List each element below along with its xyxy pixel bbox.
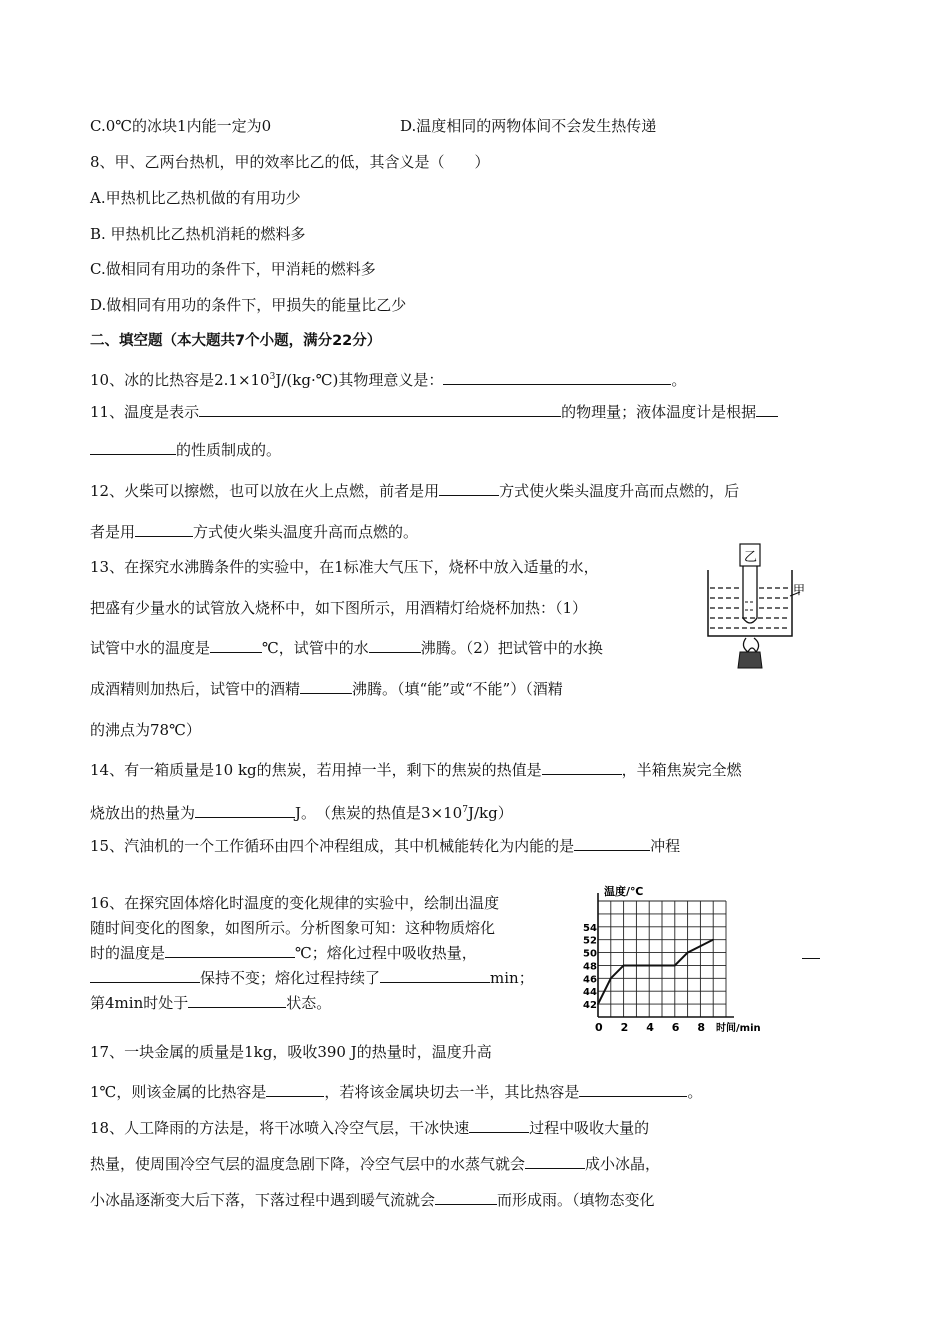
x-tick-label: 0 (595, 1021, 603, 1034)
q17-line2 (90, 1082, 702, 1102)
q12-text-b: 方式使火柴头温度升高而点燃的，后 (499, 482, 740, 500)
tube-water-lines (745, 602, 755, 610)
temperature-curve (598, 940, 713, 1004)
q16-text-f: 状态。 (286, 994, 332, 1012)
q18-text-a: 18、人工降雨的方法是，将干冰喷入冷空气层，干冰快速 (90, 1119, 470, 1137)
data-point (700, 945, 702, 947)
chart-series (597, 939, 714, 1005)
q12-blank-2[interactable] (135, 522, 193, 537)
x-tick-label: 8 (697, 1021, 706, 1034)
q17-text-a: 1℃，则该金属的比热容是 (90, 1083, 267, 1101)
melting-chart (578, 885, 800, 1045)
q11-line1 (90, 402, 778, 422)
data-point (610, 978, 612, 980)
q11-text-b: 的物理量；液体温度计是根据 (561, 403, 757, 421)
q10-text-a: 10、冰的比热容是2.1×10 (90, 371, 270, 389)
data-point (648, 965, 650, 967)
q18-text-f: 而形成雨。（填物态变化 (497, 1191, 655, 1209)
q14-text-a: 14、有一箱质量是10 kg的焦炭，若用掉一半，剩下的焦炭的热值是 (90, 761, 542, 779)
q18-line1 (90, 1118, 649, 1138)
q8-option-a: A.甲热机比乙热机做的有用功少 (90, 189, 301, 207)
data-point (674, 965, 676, 967)
alcohol-lamp (738, 652, 762, 668)
q8-stem: 8、甲、乙两台热机，甲的效率比乙的低，其含义是（ ） (90, 153, 490, 171)
q13-blank-3[interactable] (300, 679, 352, 694)
q18-line2 (90, 1154, 660, 1174)
q12-line2 (90, 522, 418, 542)
beaker-figure (700, 540, 810, 675)
burner-flame (743, 638, 758, 652)
q12-text-a: 12、火柴可以擦燃，也可以放在火上点燃，前者是用 (90, 482, 440, 500)
data-point (712, 939, 714, 941)
q11-text-a: 11、温度是表示 (90, 403, 200, 421)
q16-blank-1[interactable] (165, 943, 295, 958)
q17-text-c: 。 (687, 1083, 703, 1101)
q16-text-d: min； (490, 969, 534, 987)
q14-text-b: ，半箱焦炭完全燃 (621, 761, 742, 779)
data-point (623, 965, 625, 967)
q17-text-b: ，若将该金属块切去一半，其比热容是 (324, 1083, 580, 1101)
q16-line4 (90, 968, 534, 988)
x-tick-label: 2 (620, 1021, 629, 1034)
q14-text-c: 烧放出的热量为 (90, 804, 196, 822)
beaker-label: 甲 (793, 583, 806, 597)
q16-line3 (90, 943, 477, 963)
q13-blank-1[interactable] (210, 638, 262, 653)
q13-line5: 的沸点为78℃） (90, 721, 201, 739)
q10-text-c: 。 (671, 371, 687, 389)
q11-blank-2a[interactable] (756, 402, 778, 417)
data-point (636, 965, 638, 967)
q14-line1 (90, 760, 742, 780)
q18-blank-1[interactable] (469, 1118, 529, 1133)
q17-line1: 17、一块金属的质量是1kg，吸收390 J的热量时，温度升高 (90, 1043, 492, 1061)
q18-blank-2[interactable] (525, 1154, 585, 1169)
q7-option-d (400, 116, 656, 136)
q15-text-b: 冲程 (650, 837, 681, 855)
q14-blank-1[interactable] (542, 760, 622, 775)
y-tick-label: 46 (583, 974, 597, 986)
q12-blank-1[interactable] (439, 481, 499, 496)
q15-blank[interactable] (574, 836, 650, 851)
q13-line3 (90, 638, 603, 658)
q7-option-c-text: C.0℃的冰块1内能一定为0 (90, 117, 272, 135)
beaker (708, 570, 792, 636)
q10-exponent: 3 (269, 372, 276, 382)
test-tube (743, 566, 757, 623)
y-tick-label: 48 (583, 961, 597, 973)
q15-line (90, 836, 680, 856)
q13-line2: 把盛有少量水的试管放入烧杯中，如下图所示，用酒精灯给烧杯加热：（1） (90, 599, 588, 617)
q10-line (90, 367, 686, 390)
q12-line1 (90, 481, 739, 501)
q14-text-e: J/kg） (467, 804, 513, 822)
chart-y-axis-label: 温度/℃ (604, 885, 644, 898)
q18-text-d: 成小冰晶， (585, 1155, 661, 1173)
q13-text-d: 成酒精则加热后，试管中的酒精 (90, 680, 301, 698)
q16-line2: 随时间变化的图象，如图所示。分析图象可知：这种物质熔化 (90, 919, 496, 937)
q18-line3 (90, 1190, 655, 1210)
q10-blank[interactable] (443, 370, 671, 385)
q18-text-b: 过程中吸收大量的 (529, 1119, 650, 1137)
q14-blank-2[interactable] (195, 803, 295, 818)
q13-text-c: 沸腾。（2）把试管中的水换 (420, 639, 603, 657)
q13-blank-2[interactable] (369, 638, 421, 653)
q17-blank-2[interactable] (579, 1082, 687, 1097)
q16-text-c: 保持不变；熔化过程持续了 (200, 969, 381, 987)
q7-option-c (90, 116, 271, 136)
q8-option-c: C.做相同有用功的条件下，甲消耗的燃料多 (90, 260, 376, 278)
q16-blank-4[interactable] (188, 993, 286, 1008)
q13-line4 (90, 679, 563, 699)
q16-blank-3[interactable] (380, 968, 490, 983)
q8-option-d: D.做相同有用功的条件下，甲损失的能量比乙少 (90, 296, 407, 314)
x-tick-label: 4 (646, 1021, 654, 1034)
q13-text-b: ℃，试管中的水 (262, 639, 369, 657)
q18-blank-3[interactable] (435, 1190, 497, 1205)
q10-text-b: J/(kg·℃)其物理意义是： (275, 371, 444, 389)
q16-line1: 16、在探究固体熔化时温度的变化规律的实验中，绘制出温度 (90, 894, 500, 912)
q11-line2 (90, 440, 281, 460)
beaker-water-lines (710, 588, 790, 628)
q11-text-c: 的性质制成的。 (176, 441, 282, 459)
data-point (661, 965, 663, 967)
section-heading: 二、填空题（本大题共7个小题，满分22分） (90, 333, 382, 349)
chart-grid (598, 901, 726, 1017)
test-tube-label: 乙 (744, 550, 758, 565)
q18-text-c: 热量，使周围冷空气层的温度急剧下降，冷空气层中的水蒸气就会 (90, 1155, 526, 1173)
y-tick-label: 52 (583, 935, 597, 947)
q13-text-a: 试管中水的温度是 (90, 639, 211, 657)
x-tick-label: 6 (671, 1021, 680, 1034)
q14-text-d: J。 （焦炭的热值是3×10 (295, 804, 463, 822)
q17-blank-1[interactable] (266, 1082, 324, 1097)
q16-text-b: ℃；熔化过程中吸收热量， (295, 944, 477, 962)
y-tick-label: 54 (583, 922, 597, 934)
q12-text-c: 者是用 (90, 523, 136, 541)
y-tick-label: 50 (583, 948, 597, 960)
q15-text-a: 15、汽油机的一个工作循环由四个冲程组成，其中机械能转化为内能的是 (90, 837, 575, 855)
chart-x-axis-label: 时间/min (716, 1023, 761, 1034)
q11-blank-2b[interactable] (90, 440, 176, 455)
q16-text-a: 时的温度是 (90, 944, 166, 962)
q13-text-e: 沸腾。（填“能”或“不能”）（酒精 (352, 680, 563, 698)
q12-text-d: 方式使火柴头温度升高而点燃的。 (193, 523, 419, 541)
q16-blank-2[interactable] (90, 968, 200, 983)
stray-underline (802, 958, 820, 959)
q8-option-b: B. 甲热机比乙热机消耗的燃料多 (90, 225, 306, 243)
q14-exponent: 7 (462, 805, 468, 815)
q11-blank-1[interactable] (199, 402, 561, 417)
q16-text-e: 第4min时处于 (90, 994, 189, 1012)
q16-line5 (90, 993, 331, 1013)
y-tick-label: 42 (583, 1000, 597, 1012)
q18-text-e: 小冰晶逐渐变大后下落，下落过程中遇到暖气流就会 (90, 1191, 436, 1209)
q13-line1: 13、在探究水沸腾条件的实验中，在1标准大气压下，烧杯中放入适量的水， (90, 558, 599, 576)
y-tick-label: 44 (583, 987, 597, 999)
q7-option-d-text: D.温度相同的两物体间不会发生热传递 (400, 117, 657, 135)
q14-line2 (90, 800, 513, 823)
data-point (597, 1003, 599, 1005)
data-point (687, 952, 689, 954)
